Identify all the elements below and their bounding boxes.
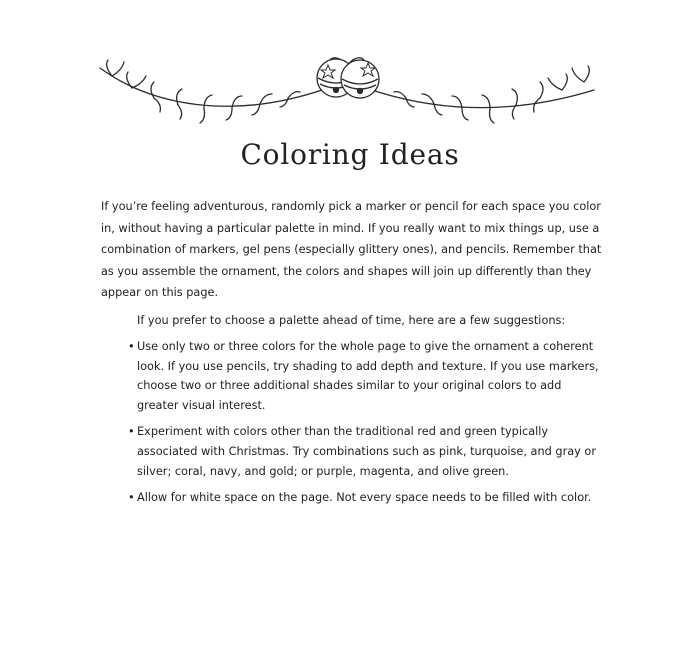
bullet-icon: •	[128, 340, 135, 353]
list-item	[128, 337, 606, 415]
bullet-icon: •	[128, 491, 135, 505]
suggestion-text: Allow for white space on the page. Not every space needs to be filled with color.	[137, 491, 592, 505]
jingle-bell-garland-icon	[92, 48, 602, 136]
suggestions-list	[128, 337, 606, 515]
intro-paragraph: If you’re feeling adventurous, randomly pick a marker or pencil for each space you color in, without having a particular palette in mind. If you really want to mix things up, use a combination of markers, gel pens (especially glittery ones), and pencils. Remember that as you assemble the ornament, the colors and shapes will join up differently than they appear on this page.	[101, 200, 602, 300]
page-title: Coloring Ideas	[240, 138, 460, 171]
suggestions-lead: If you prefer to choose a palette ahead of time, here are a few suggestions:	[137, 314, 566, 327]
list-item	[128, 488, 606, 508]
bullet-icon: •	[128, 425, 135, 439]
list-item	[128, 422, 606, 481]
suggestion-text: Use only two or three colors for the whole page to give the ornament a coherent look. If you use pencils, try shading to add depth and texture. If you use markers, choose two or three additional shades similar to your original colors to add greater visual interest.	[137, 340, 599, 412]
suggestion-text: Experiment with colors other than the traditional red and green typically associated with Christmas. Try combinations such as pink, turquoise, and gray or silver; coral, navy, and gold; or purple, magenta, and olive green.	[137, 425, 596, 478]
